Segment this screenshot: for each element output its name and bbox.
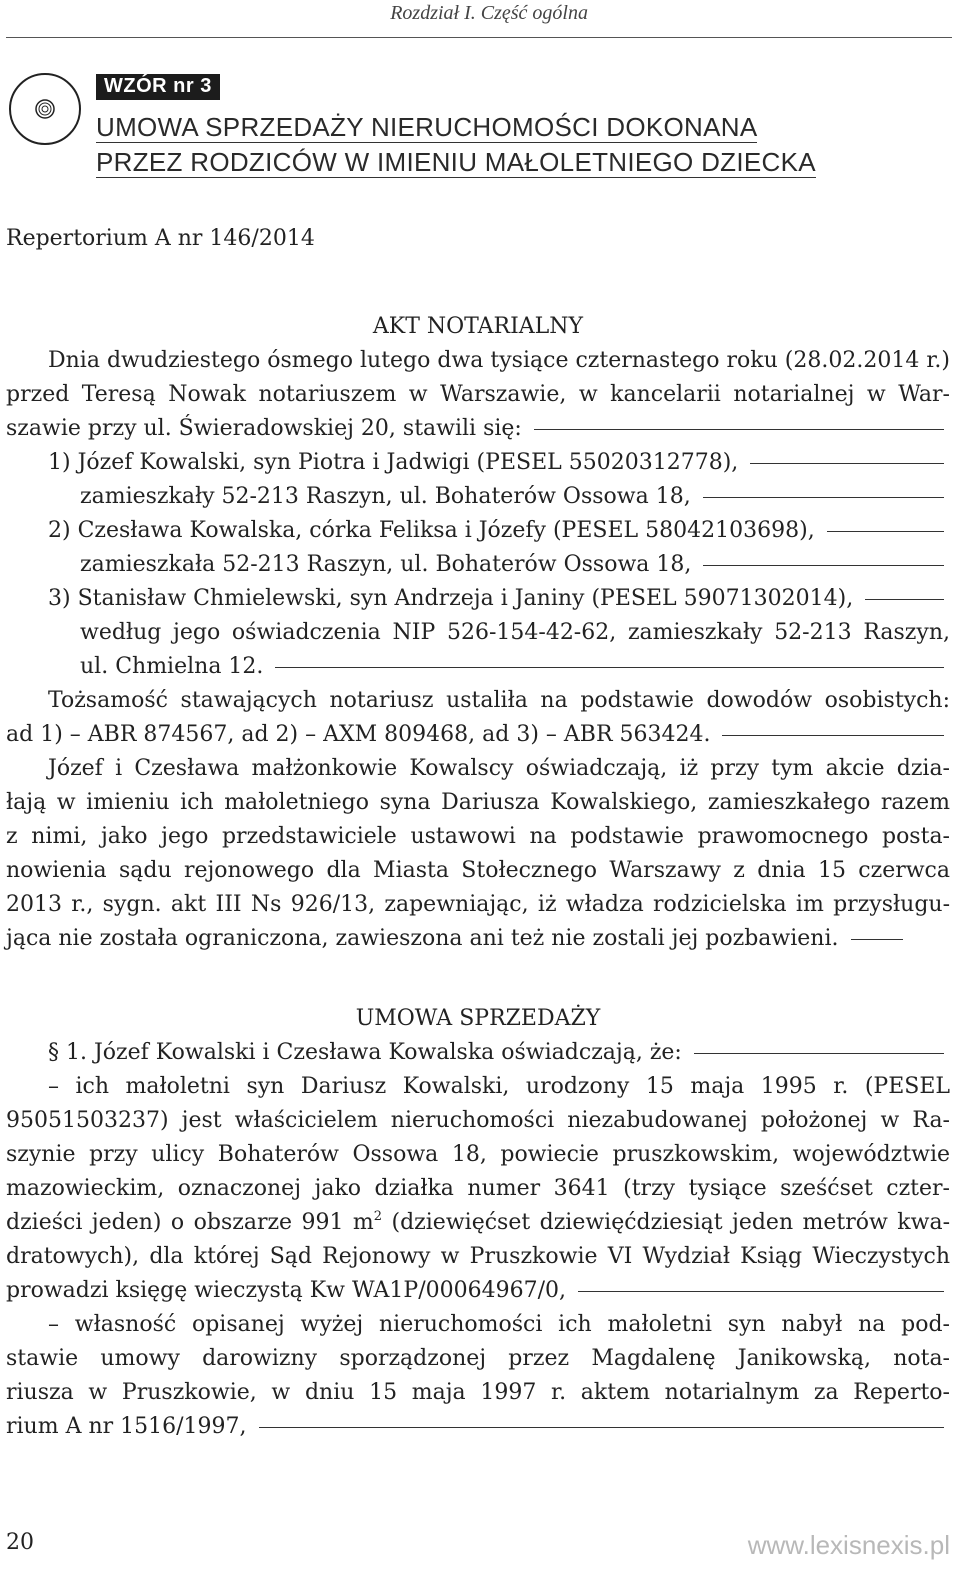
party-2-line2: zamieszkała 52-213 Raszyn, ul. Bohaterów Ossowa 18, [6, 548, 950, 582]
template-title-line1: UMOWA SPRZEDAŻY NIERUCHOMOŚCI DOKONANA [96, 112, 758, 142]
heading-umowa-sprzedazy: UMOWA SPRZEDAŻY [355, 1006, 601, 1031]
template-badge: WZÓR nr 3 [96, 74, 220, 100]
repertorium: Repertorium A nr 146/2014 [6, 226, 315, 251]
p1-line1: Dnia dwudziestego ósmego lutego dwa tysiące czternastego roku (28.02.2014 r.) [48, 348, 950, 373]
party-1-line2: zamieszkały 52-213 Raszyn, ul. Bohaterów Ossowa 18, [6, 480, 950, 514]
s1a-line2: 95051503237) jest właścicielem nieruchomości niezabudowanej położonej w Ra- [6, 1108, 950, 1133]
party-2-line1: 2) Czesława Kowalska, córka Feliksa i Józefy (PESEL 58042103698), [6, 514, 950, 548]
party-1-line1: 1) Józef Kowalski, syn Piotra i Jadwigi (PESEL 55020312778), [6, 446, 950, 480]
parents-line4: nowienia sądu rejonowego dla Miasta Stołecznego Warszawy z dnia 15 czerwca [6, 858, 950, 883]
parents-line3: z nimi, jako jego przedstawiciele ustawowi na podstawie prawomocnego posta- [6, 824, 950, 849]
p1-line3: szawie przy ul. Świeradowskiej 20, stawili się: [6, 412, 950, 446]
s1a-line6: dratowych), dla której Sąd Rejonowy w Pruszkowie VI Wydział Ksiąg Wieczystych [6, 1244, 950, 1269]
parents-line2: łają w imieniu ich małoletniego syna Dariusza Kowalskiego, zamieszkałego razem [6, 790, 950, 815]
parents-line1: Józef i Czesława małżonkowie Kowalscy oświadczają, iż przy tym akcie dzia- [48, 756, 950, 781]
s1a-line7: prowadzi księgę wieczystą Kw WA1P/00064967/0, [6, 1274, 950, 1308]
s1a-line1: – ich małoletni syn Dariusz Kowalski, urodzony 15 maja 1995 r. (PESEL [48, 1074, 950, 1099]
party-3-line2: według jego oświadczenia NIP 526-154-42-62, zamieszkały 52-213 Raszyn, [80, 620, 950, 645]
heading-akt-notarialny: AKT NOTARIALNY [372, 314, 584, 339]
parents-line6: jąca nie została ograniczona, zawieszona ani też nie zostali jej pozbawieni. [6, 922, 950, 956]
section1-intro: § 1. Józef Kowalski i Czesława Kowalska oświadczają, że: [6, 1036, 950, 1070]
document-body [6, 222, 950, 1444]
party-3-line3: ul. Chmielna 12. [6, 650, 950, 684]
s1b-line2: stawie umowy darowizny sporządzonej przez Magdalenę Janikowską, nota- [6, 1346, 950, 1371]
s1a-line4: mazowieckim, oznaczonej jako działka numer 3641 (trzy tysiące sześćset czter- [6, 1176, 950, 1201]
identity-line1: Tożsamość stawających notariusz ustaliła na podstawie dowodów osobistych: [48, 688, 950, 713]
s1b-line3: riusza w Pruszkowie, w dniu 15 maja 1997 r. aktem notarialnym za Reperto- [6, 1380, 950, 1405]
header-rule [6, 37, 952, 38]
template-title-line2: PRZEZ RODZICÓW W IMIENIU MAŁOLETNIEGO DZIECKA [96, 147, 816, 177]
cd-disc-icon [8, 72, 82, 146]
running-header: Rozdział I. Część ogólna [390, 2, 588, 24]
s1b-line4: rium A nr 1516/1997, [6, 1410, 950, 1444]
party-3-line1: 3) Stanisław Chmielewski, syn Andrzeja i Janiny (PESEL 59071302014), [6, 582, 950, 616]
s1a-line5: dzieści jeden) o obszarze 991 $m^2$ (dziewięćset dziewięćdziesiąt jeden metrów kwa- [6, 1209, 950, 1235]
s1b-line1: – własność opisanej wyżej nieruchomości ich małoletni syn nabył na pod- [48, 1312, 950, 1337]
identity-line2: ad 1) – ABR 874567, ad 2) – AXM 809468, ad 3) – ABR 563424. [6, 718, 950, 752]
s1a-line3: szynie przy ulicy Bohaterów Ossowa 18, powiecie pruszkowskim, województwie [6, 1142, 950, 1167]
website-link[interactable]: www.lexisnexis.pl [747, 1530, 950, 1560]
page-number: 20 [6, 1530, 34, 1555]
p1-line2: przed Teresą Nowak notariuszem w Warszawie, w kancelarii notarialnej w War- [6, 382, 950, 407]
parents-line5: 2013 r., sygn. akt III Ns 926/13, zapewniając, iż władza rodzicielska im przysługu- [6, 892, 950, 917]
